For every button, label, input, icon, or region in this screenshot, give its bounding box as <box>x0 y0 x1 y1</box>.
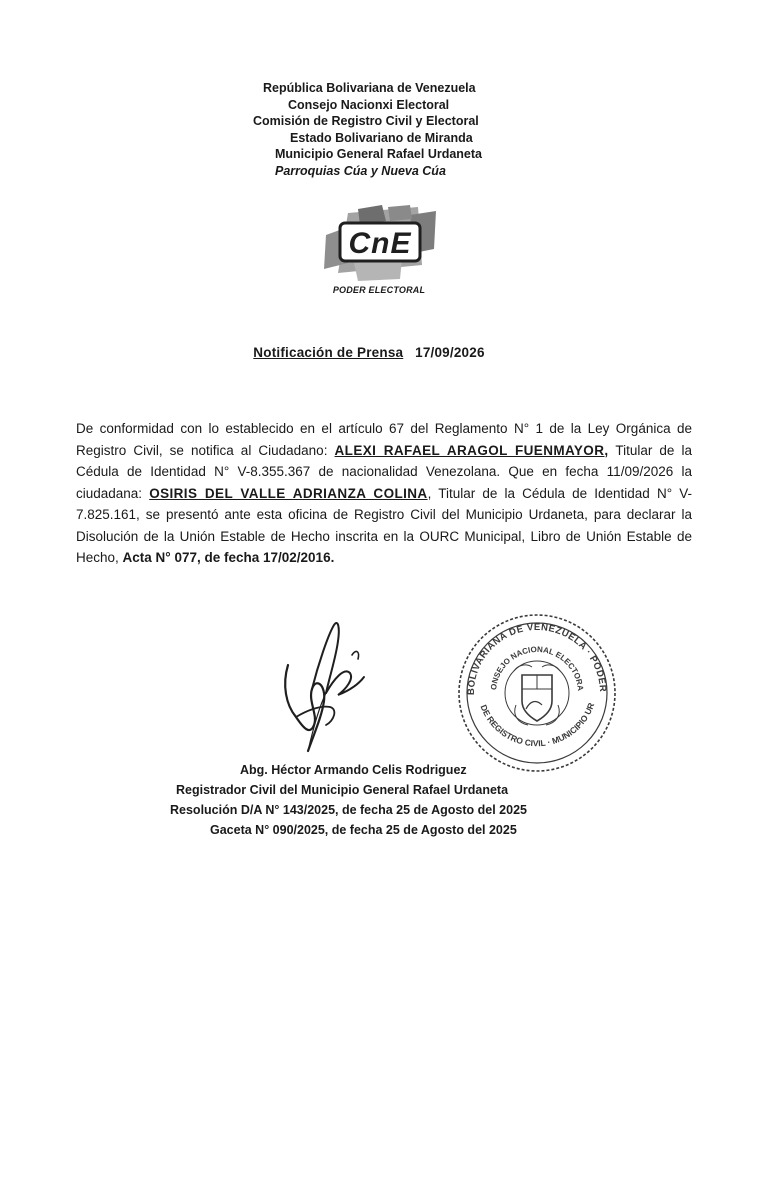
citizen-name: ALEXI RAFAEL ARAGOL FUENMAYOR, <box>334 442 609 458</box>
seal-outer-text: BOLIVARIANA DE VENEZUELA · PODER <box>465 621 609 696</box>
notice-title <box>0 345 738 360</box>
acta-reference: Acta N° 077, de fecha 17/02/2016. <box>122 550 335 565</box>
body-middle: Titular de la Cédula de Identidad N° V-8.355.367 de nacionalidad Venezolana. Que en fecha 11/09/2026 la ciudadana: <box>76 442 693 501</box>
institution-header <box>230 80 530 179</box>
notice-date: 17/09/2026 <box>415 345 485 360</box>
official-seal-stamp <box>452 605 622 780</box>
header-line-state: Estado Bolivariano de Miranda <box>290 130 473 145</box>
seal-bottom-text: DE REGISTRO CIVIL · MUNICIPIO UR <box>478 701 597 749</box>
seal-icon <box>452 605 622 780</box>
notice-body <box>76 418 692 569</box>
header-line-municipality: Municipio General Rafael Urdaneta <box>275 147 482 161</box>
seal-inner-text: ONSEJO NACIONAL ELECTORA <box>489 644 586 692</box>
registrar-title: Registrador Civil del Municipio General Rafael Urdaneta <box>176 783 509 797</box>
body-details: , Titular de la Cédula de Identidad N° V-7.825.161, se presentó ante esta oficina de Registro Civil del Municipio Urdaneta, para declarar la Disolución de la Unión Estable de Hecho inscrita en la OURC Municipal, Libro de Unión Estable de Hecho, <box>76 485 692 565</box>
registrar-name: Abg. Héctor Armando Celis Rodriguez <box>240 763 467 777</box>
header-line-republic: República Bolivariana de Venezuela <box>263 81 476 95</box>
notice-title-text: Notificación de Prensa <box>253 345 404 360</box>
cne-logo-icon <box>318 205 440 285</box>
header-line-commission: Comisión de Registro Civil y Electoral <box>253 114 479 128</box>
second-citizen-name: OSIRIS DEL VALLE ADRIANZA COLINA <box>149 485 428 501</box>
registrar-signature-block <box>170 760 590 840</box>
header-line-parishes: Parroquias Cúa y Nueva Cúa <box>275 163 446 178</box>
handwritten-signature <box>268 605 378 765</box>
svg-text:CnE: CnE <box>348 227 412 260</box>
header-line-council: Consejo Nacionxi Electoral <box>288 97 450 112</box>
logo-tagline: PODER ELECTORAL <box>332 285 426 295</box>
gazette-reference: Gaceta N° 090/2025, de fecha 25 de Agosto del 2025 <box>210 823 517 837</box>
body-intro: De conformidad con lo establecido en el artículo 67 del Reglamento N° 1 de la Ley Orgánica de Registro Civil, se notifica al Ciudadano: <box>76 421 692 458</box>
cne-logo <box>318 205 440 297</box>
signature-icon <box>268 605 378 765</box>
resolution-reference: Resolución D/A N° 143/2025, de fecha 25 de Agosto del 2025 <box>170 803 527 817</box>
